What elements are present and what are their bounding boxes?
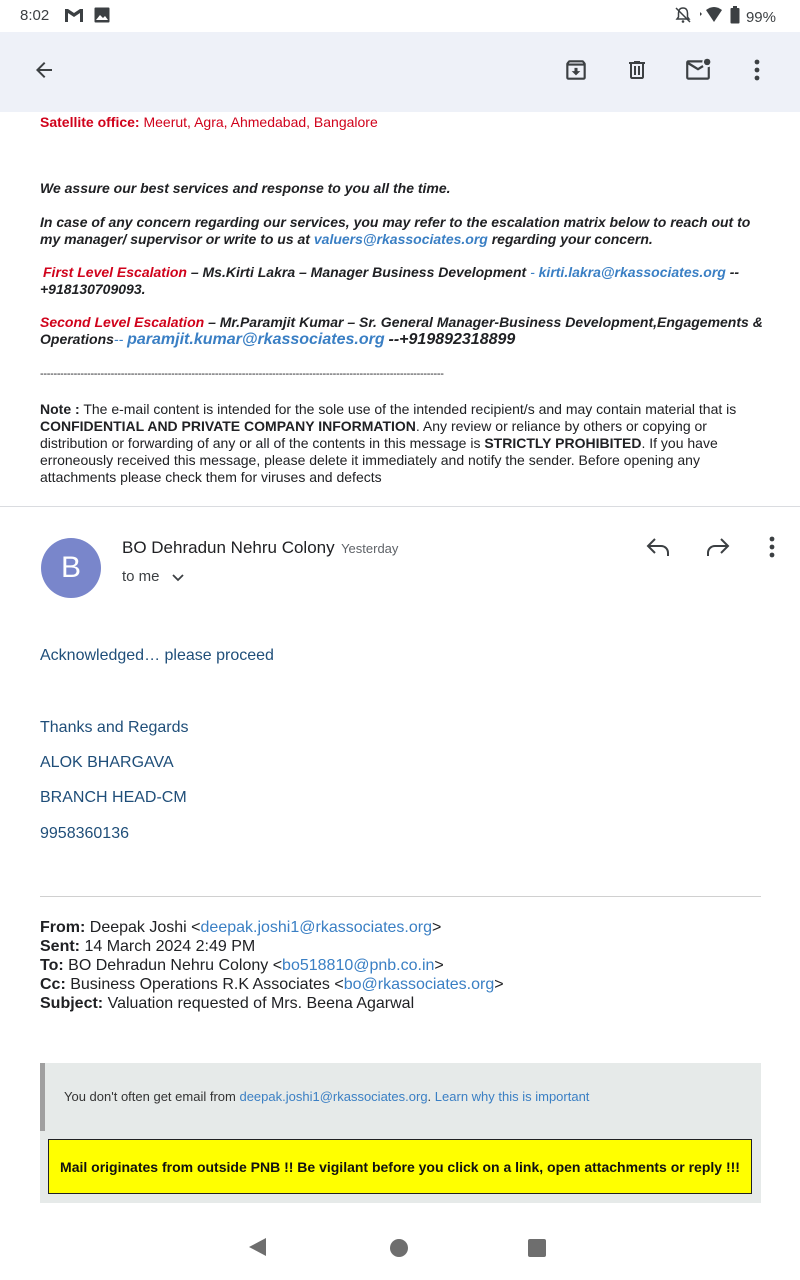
to-label: To:: [40, 957, 64, 974]
concern-email-link[interactable]: valuers@rkassociates.org: [313, 231, 488, 247]
avatar[interactable]: [41, 538, 101, 598]
assure-text: We assure our best services and response to you all the time.: [40, 180, 451, 196]
forward-button[interactable]: [698, 527, 738, 567]
cc-email-link[interactable]: bo@rkassociates.org: [343, 976, 495, 993]
first-escalation-phone-b: +918130709093.: [40, 281, 146, 297]
note-bold-1: CONFIDENTIAL AND PRIVATE COMPANY INFORMATION: [40, 418, 416, 434]
satellite-label: Satellite office:: [40, 114, 140, 130]
body-line-acknowledged: Acknowledged… please proceed: [40, 647, 274, 664]
to-name: BO Dehradun Nehru Colony <: [68, 957, 283, 974]
quoted-from: [40, 918, 760, 937]
subject-value: Valuation requested of Mrs. Beena Agarwal: [107, 995, 415, 1012]
wifi-icon: [698, 6, 724, 28]
sent-label: Sent:: [40, 938, 80, 955]
recipient-toggle[interactable]: [122, 568, 184, 585]
more-options-button[interactable]: [737, 50, 777, 90]
avatar-letter: B: [60, 551, 81, 584]
second-escalation: [40, 314, 765, 348]
archive-button[interactable]: [556, 50, 596, 90]
body-line-name: ALOK BHARGAVA: [40, 754, 174, 771]
from-name: Deepak Joshi <: [89, 919, 201, 936]
note-text-1: The e-mail content is intended for the sole use of the intended recipient/s and may contain material that is: [83, 401, 737, 417]
quoted-subject: [40, 994, 760, 1013]
nav-back-triangle-icon: [246, 1236, 268, 1258]
pnb-warning-banner: [48, 1139, 752, 1194]
learn-why-link[interactable]: Learn why this is important: [434, 1089, 590, 1104]
cc-name: Business Operations R.K Associates <: [70, 976, 344, 993]
notice-text: You don't often get email from: [64, 1089, 236, 1104]
reply-button[interactable]: [638, 527, 678, 567]
satellite-value: Meerut, Agra, Ahmedabad, Bangalore: [143, 114, 378, 130]
second-escalation-label: Second Level Escalation: [40, 314, 205, 330]
second-escalation-dash: --: [113, 331, 124, 347]
note-text-3: . If you have erroneously received this message, please delete it immediately and notify the sender. Before opening any attachments please check them for viruses and defects: [40, 435, 718, 485]
sender-line: [122, 538, 398, 558]
mute-icon: [674, 6, 692, 28]
to-end: >: [434, 957, 444, 974]
concern-paragraph: [40, 214, 765, 248]
second-escalation-text: – Mr.Paramjit Kumar – Sr. General Manager-Business Development,Engagements & Operations: [40, 314, 763, 347]
note-bold-2: STRICTLY PROHIBITED: [484, 435, 642, 451]
back-arrow-icon: [32, 58, 56, 82]
reply-icon: [645, 536, 671, 558]
mark-unread-button[interactable]: [678, 50, 718, 90]
external-sender-notice: [40, 1063, 761, 1203]
first-escalation-phone-a: --: [729, 264, 740, 280]
subject-label: Subject:: [40, 995, 104, 1012]
notice-dot: .: [427, 1089, 432, 1104]
from-end: >: [432, 919, 442, 936]
image-notification-icon: [94, 7, 110, 27]
battery-percent: 99%: [745, 8, 776, 26]
nav-back-button[interactable]: [246, 1236, 272, 1262]
nav-recents-square-icon: [527, 1238, 547, 1258]
from-label: From:: [40, 919, 86, 936]
note-paragraph: [40, 401, 765, 486]
to-email-link[interactable]: bo518810@pnb.co.in: [282, 957, 435, 974]
body-line-phone: 9958360136: [40, 825, 129, 842]
cc-label: Cc:: [40, 976, 66, 993]
note-text-2: . Any review or reliance by others or copying or distribution or forwarding of any or all of the contents in this message is: [40, 418, 707, 451]
mark-unread-icon: [684, 57, 712, 83]
gmail-notification-icon: [64, 7, 84, 27]
forward-icon: [705, 536, 731, 558]
dash-separator: ------------------------------------------------------------------------------------------------------------------------: [40, 368, 444, 380]
notice-accent-bar: [40, 1063, 45, 1131]
from-email-link[interactable]: deepak.joshi1@rkassociates.org: [200, 919, 432, 936]
first-escalation-dash: -: [530, 264, 535, 280]
recipient-text: to me: [122, 568, 160, 585]
back-button[interactable]: [24, 50, 64, 90]
archive-icon: [563, 57, 589, 83]
system-nav-bar: [0, 1220, 800, 1280]
quoted-header: [40, 918, 760, 1013]
message-time: Yesterday: [341, 541, 399, 556]
nav-home-circle-icon: [389, 1238, 409, 1258]
chevron-down-icon: [172, 574, 184, 582]
quoted-sent: [40, 937, 760, 956]
more-vert-icon: [769, 536, 775, 558]
nav-recents-button[interactable]: [527, 1238, 549, 1260]
note-label: Note :: [40, 401, 80, 417]
concern-post: regarding your concern.: [491, 231, 653, 247]
status-bar: [0, 0, 800, 32]
notice-email-link[interactable]: deepak.joshi1@rkassociates.org: [239, 1089, 428, 1104]
sent-value: 14 March 2024 2:49 PM: [84, 938, 256, 955]
nav-home-button[interactable]: [389, 1238, 411, 1260]
message-more-button[interactable]: [752, 527, 792, 567]
satellite-office-line: [40, 114, 765, 131]
notice-text-line: [64, 1089, 589, 1104]
app-bar: [0, 32, 800, 112]
message-header[interactable]: [0, 507, 800, 607]
trash-icon: [625, 57, 649, 83]
first-escalation-text: – Ms.Kirti Lakra – Manager Business Development: [190, 264, 527, 280]
first-escalation-email[interactable]: kirti.lakra@rkassociates.org: [538, 264, 726, 280]
more-vert-icon: [754, 59, 760, 81]
delete-button[interactable]: [617, 50, 657, 90]
quoted-to: [40, 956, 760, 975]
second-escalation-phone: --+919892318899: [388, 331, 516, 348]
cc-end: >: [494, 976, 504, 993]
pnb-warning-text: Mail originates from outside PNB !! Be vigilant before you click on a link, open attachments or reply !!!: [60, 1158, 740, 1175]
body-line-title: BRANCH HEAD-CM: [40, 789, 187, 806]
quoted-cc: [40, 975, 760, 994]
battery-icon: [730, 6, 740, 28]
status-time: 8:02: [20, 7, 50, 24]
body-line-regards: Thanks and Regards: [40, 719, 189, 736]
quote-divider: [40, 896, 761, 897]
second-escalation-email[interactable]: paramjit.kumar@rkassociates.org: [127, 331, 385, 348]
first-escalation-label: First Level Escalation: [43, 264, 187, 280]
first-escalation: [40, 264, 765, 298]
sender-name: BO Dehradun Nehru Colony: [122, 538, 335, 557]
concern-text: In case of any concern regarding our services, you may refer to the escalation matrix below to reach out to my manager/ supervisor or write to us at: [40, 214, 751, 247]
